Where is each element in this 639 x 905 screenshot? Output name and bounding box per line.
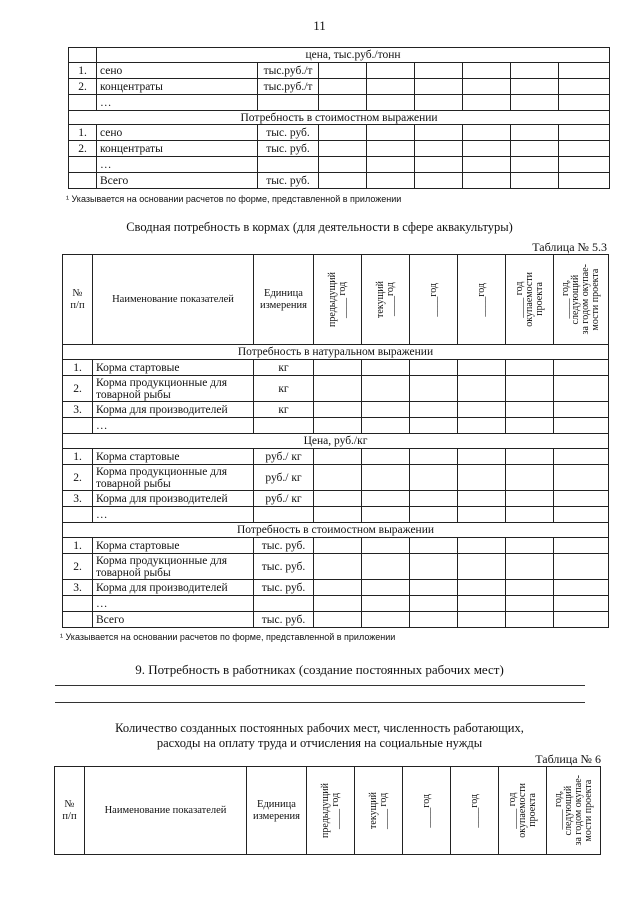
value-cell [319,79,367,95]
table6-title-line1: Количество созданных постоянных рабочих мест, численность работающих, [115,721,524,735]
value-cell [554,465,609,491]
value-cell [559,173,610,189]
value-cell [554,580,609,596]
value-cell [319,141,367,157]
table-row [63,538,609,554]
value-cell [554,376,609,402]
value-cell [362,491,410,507]
value-cell [362,376,410,402]
value-cell [314,418,362,434]
value-cell [314,449,362,465]
table-row [69,157,610,173]
value-cell [463,79,511,95]
value-cell [463,157,511,173]
row-name: … [93,507,254,523]
row-name: … [93,418,254,434]
header-year-label: текущий ____год [374,281,396,318]
value-cell [554,596,609,612]
section-header-row [63,345,609,360]
value-cell [367,141,415,157]
value-cell [506,418,554,434]
value-cell [314,491,362,507]
row-number: 2. [63,465,93,491]
table-row [63,465,609,491]
value-cell [362,465,410,491]
value-cell [362,402,410,418]
table-row [63,554,609,580]
footnote-top: ¹ Указывается на основании расчетов по форме, представленной в приложении [66,194,402,204]
row-name: Корма продукционные для товарной рыбы [93,554,254,580]
value-cell [559,63,610,79]
value-cell [362,538,410,554]
value-cell [410,449,458,465]
row-name: … [93,596,254,612]
header-year-2 [355,767,403,855]
value-cell [314,580,362,596]
row-name: Корма для производителей [93,491,254,507]
table-row [63,418,609,434]
table-row [69,173,610,189]
row-number: 2. [63,376,93,402]
blank-cell [69,48,97,63]
value-cell [506,402,554,418]
row-number [63,596,93,612]
header-name: Наименование показателей [93,255,254,345]
row-unit [254,418,314,434]
row-number [69,173,97,189]
value-cell [319,95,367,111]
value-cell [362,580,410,596]
section-header-row [63,523,609,538]
row-unit: руб./ кг [254,449,314,465]
row-number: 3. [63,491,93,507]
page-number: 11 [313,18,326,33]
row-unit: тыс. руб. [258,173,319,189]
header-year-label: ____ год окупаемости проекта [506,783,538,838]
value-cell [506,580,554,596]
value-cell [314,376,362,402]
value-cell [415,125,463,141]
row-number: 2. [69,141,97,157]
header-row [63,255,609,345]
row-unit [254,596,314,612]
blank-line-2 [55,702,585,703]
row-unit: тыс. руб. [254,612,314,628]
table53-number: Таблица № 5.3 [532,240,607,254]
value-cell [559,125,610,141]
value-cell [410,538,458,554]
row-unit: руб./ кг [254,491,314,507]
value-cell [506,449,554,465]
value-cell [511,125,559,141]
value-cell [458,507,506,523]
header-year-6 [547,767,601,855]
value-cell [554,418,609,434]
value-cell [463,63,511,79]
value-cell [554,554,609,580]
row-name: Корма для производителей [93,402,254,418]
value-cell [314,538,362,554]
value-cell [410,402,458,418]
value-cell [511,63,559,79]
header-year-6 [554,255,609,345]
value-cell [314,612,362,628]
row-unit: тыс.руб./т [258,79,319,95]
value-cell [314,465,362,491]
row-unit [254,507,314,523]
table-row [63,596,609,612]
table-row [69,79,610,95]
value-cell [362,507,410,523]
value-cell [463,141,511,157]
value-cell [506,360,554,376]
row-unit: тыс. руб. [254,554,314,580]
row-name: Корма стартовые [93,538,254,554]
header-year-1 [307,767,355,855]
feed-cost-table-continuation [68,47,610,189]
row-name: сено [97,63,258,79]
value-cell [410,360,458,376]
value-cell [410,596,458,612]
value-cell [458,596,506,612]
table-row [69,125,610,141]
row-number: 1. [63,360,93,376]
header-year-label: ____год [468,793,480,828]
row-name: Корма продукционные для товарной рыбы [93,376,254,402]
header-year-label: ____ год, следующий за годом окупае- мости проекта [560,264,601,335]
row-number [63,507,93,523]
value-cell [458,402,506,418]
row-name: Корма стартовые [93,360,254,376]
header-row [55,767,601,855]
table-row [63,507,609,523]
header-year-5 [506,255,554,345]
value-cell [362,554,410,580]
value-cell [410,491,458,507]
value-cell [506,507,554,523]
table6-title-line2: расходы на оплату труда и отчисления на социальные нужды [156,736,483,750]
header-year-1 [314,255,362,345]
footnote-53: ¹ Указывается на основании расчетов по форме, представленной в приложении [60,632,396,642]
value-cell [314,507,362,523]
value-cell [463,95,511,111]
row-unit: кг [254,360,314,376]
row-number: 1. [69,125,97,141]
value-cell [458,465,506,491]
value-cell [362,418,410,434]
value-cell [463,173,511,189]
value-cell [314,596,362,612]
section-header-row [69,48,610,63]
table-row [63,402,609,418]
value-cell [463,125,511,141]
row-unit [258,157,319,173]
row-unit: кг [254,376,314,402]
value-cell [410,612,458,628]
row-unit: руб./ кг [254,465,314,491]
value-cell [458,376,506,402]
value-cell [410,465,458,491]
value-cell [458,491,506,507]
value-cell [506,538,554,554]
table-row [69,141,610,157]
value-cell [319,173,367,189]
table6-number: Таблица № 6 [535,752,601,766]
table-row [69,63,610,79]
value-cell [319,125,367,141]
value-cell [511,141,559,157]
header-year-label: ____год [475,282,487,317]
row-number [63,418,93,434]
section-title: Потребность в стоимостном выражении [69,111,610,125]
table-row [63,580,609,596]
row-number [69,95,97,111]
value-cell [362,360,410,376]
value-cell [554,491,609,507]
section-header-row [69,111,610,125]
value-cell [511,79,559,95]
row-unit: тыс.руб./т [258,63,319,79]
value-cell [554,538,609,554]
value-cell [554,449,609,465]
value-cell [559,95,610,111]
value-cell [410,507,458,523]
value-cell [415,173,463,189]
value-cell [362,449,410,465]
header-year-label: предыдущий ____ год [319,783,341,838]
row-unit: тыс. руб. [254,580,314,596]
row-unit: кг [254,402,314,418]
value-cell [410,554,458,580]
feed-demand-table [62,254,609,628]
value-cell [554,360,609,376]
row-unit: тыс. руб. [258,125,319,141]
value-cell [506,491,554,507]
section-header-row [63,434,609,449]
value-cell [559,79,610,95]
value-cell [415,79,463,95]
value-cell [506,376,554,402]
row-name: концентраты [97,141,258,157]
row-number [63,612,93,628]
value-cell [511,173,559,189]
header-year-label: предыдущий ____ год [326,272,348,327]
header-unit: Единица измерения [254,255,314,345]
value-cell [559,141,610,157]
section9-heading: 9. Потребность в работниках (создание постоянных рабочих мест) [135,662,504,677]
header-unit: Единица измерения [247,767,307,855]
value-cell [554,402,609,418]
value-cell [319,157,367,173]
value-cell [458,418,506,434]
value-cell [506,554,554,580]
blank-line-1 [55,685,585,686]
section-title: Потребность в натуральном выражении [63,345,609,360]
table-row [63,449,609,465]
value-cell [367,95,415,111]
value-cell [314,554,362,580]
value-cell [554,507,609,523]
value-cell [314,360,362,376]
header-year-5 [499,767,547,855]
row-number: 1. [63,538,93,554]
header-name: Наименование показателей [85,767,247,855]
table-row [69,95,610,111]
table-row [63,376,609,402]
row-number: 3. [63,580,93,596]
value-cell [506,596,554,612]
row-name: … [97,95,258,111]
row-name: Корма стартовые [93,449,254,465]
value-cell [367,79,415,95]
row-name: Корма продукционные для товарной рыбы [93,465,254,491]
value-cell [367,157,415,173]
header-year-label: текущий ____ год [367,792,389,829]
table-row [63,360,609,376]
header-year-4 [458,255,506,345]
value-cell [415,95,463,111]
value-cell [511,157,559,173]
employment-table [54,766,601,855]
row-unit: тыс. руб. [258,141,319,157]
value-cell [362,596,410,612]
row-unit: тыс. руб. [254,538,314,554]
row-name: Корма для производителей [93,580,254,596]
section-title: Цена, руб./кг [63,434,609,449]
value-cell [511,95,559,111]
value-cell [415,141,463,157]
value-cell [319,63,367,79]
header-year-label: ____ год окупаемости проекта [513,272,545,327]
value-cell [410,376,458,402]
row-number: 3. [63,402,93,418]
value-cell [458,538,506,554]
header-year-label: ____ год, следующий за годом окупае- мости проекта [552,775,594,846]
row-number: 2. [63,554,93,580]
value-cell [458,612,506,628]
value-cell [458,580,506,596]
header-year-label: ____год [420,793,432,828]
row-unit [258,95,319,111]
header-num: № п/п [63,255,93,345]
table-row [63,612,609,628]
header-num: № п/п [55,767,85,855]
header-year-3 [403,767,451,855]
row-number: 1. [63,449,93,465]
header-year-3 [410,255,458,345]
row-number [69,157,97,173]
header-year-4 [451,767,499,855]
value-cell [415,157,463,173]
value-cell [458,360,506,376]
row-name: сено [97,125,258,141]
value-cell [367,173,415,189]
value-cell [554,612,609,628]
section-title: цена, тыс.руб./тонн [97,48,610,63]
value-cell [314,402,362,418]
table-row [63,491,609,507]
value-cell [410,418,458,434]
table53-title: Сводная потребность в кормах (для деятельности в сфере аквакультуры) [126,220,513,234]
header-year-label: ____год [427,282,439,317]
value-cell [367,125,415,141]
value-cell [415,63,463,79]
value-cell [458,554,506,580]
value-cell [458,449,506,465]
value-cell [506,612,554,628]
row-number: 2. [69,79,97,95]
value-cell [506,465,554,491]
row-name: Всего [97,173,258,189]
value-cell [362,612,410,628]
section-title: Потребность в стоимостном выражении [63,523,609,538]
row-name: концентраты [97,79,258,95]
value-cell [410,580,458,596]
header-year-2 [362,255,410,345]
row-name: … [97,157,258,173]
row-number: 1. [69,63,97,79]
value-cell [367,63,415,79]
row-name: Всего [93,612,254,628]
value-cell [559,157,610,173]
